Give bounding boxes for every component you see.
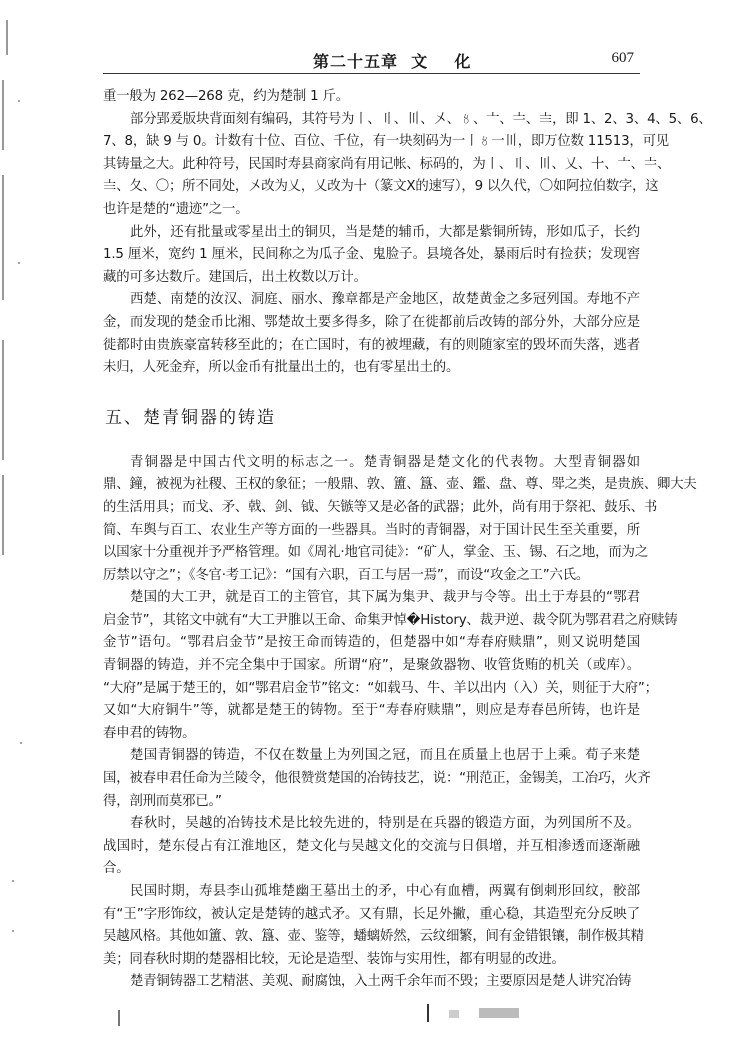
paragraph (103, 222, 640, 290)
paragraph (103, 109, 712, 222)
scan-speck (18, 262, 20, 264)
text-line: 其铸量之大。此种符号，民国时寿县商家尚有用记帐、标码的，为〡、〢、〣、乂、〸、〦、〧、 (103, 156, 671, 172)
text-line: 青铜器的铸造，并不完全集中于国家。所谓“府”，是聚敛器物、收管货贿的机关（或库）。 (103, 658, 640, 674)
paragraph (103, 971, 640, 994)
text-line: 徙都时由贵族豪富转移至此的；在亡国时，有的被埋藏，有的则随家室的毁坏而失落，逃者 (103, 337, 640, 353)
text-line: 重一般为 262—268 克，约为楚制 1 斤。 (103, 89, 349, 104)
text-line: 藏的可多达数斤。建国后，出土枚数以万计。 (103, 269, 367, 285)
text-line: 此外，还有批量或零星出土的铜贝，当是楚的辅币，大都是紫铜所铸，形如瓜子，长约 (130, 224, 640, 240)
text-line: 美；同春秋时期的楚器相比较，无论是造型、装饰与实用性，都有明显的改进。 (103, 951, 565, 967)
text-line: 金，而发现的楚金币比湘、鄂楚故土要多得多，除了在徙都前后改铸的部分外，大部分应是 (103, 314, 640, 330)
text-line: 青铜器是中国古代文明的标志之一。楚青铜器是楚文化的代表物。大型青铜器如 (130, 454, 640, 470)
text-line: “大府”是属于楚王的，如“鄂君启金节”铭文：“如载马、牛、羊以出内（入）关，则征于大府”； (103, 680, 658, 696)
text-line: 合。 (103, 861, 130, 877)
text-line: 启金节”，其铭文中就有“大工尹脽以王命、命集尹悼�History、裁尹逆、裁令阢为鄂君君之府赎铸 (103, 612, 678, 628)
chapter-title: 第二十五章 文 化 (313, 52, 472, 71)
text-line: 金节”语句。“鄂君启金节”是按王命而铸造的，但楚器中如“寿春府赎鼎”，则又说明楚国 (103, 635, 640, 651)
text-line: 又如“大府铜牛”等，就都是楚王的铸物。至于“寿春府赎鼎”，则应是寿春邑所铸，也许是 (103, 703, 640, 719)
page-number: 607 (611, 50, 634, 66)
text-line: 楚青铜铸器工艺精湛、美观、耐腐蚀，入土两千余年而不毁；主要原因是楚人讲究冶铸 (130, 974, 632, 990)
text-line: 楚国的大工尹，就是百工的主管官，其下属为集尹、裁尹与令等。出土于寿县的“鄂君 (130, 590, 640, 606)
text-line: 有“王”字形饰纹，被认定是楚铸的越式矛。又有鼎，长足外撇，重心稳，其造型充分反映了 (103, 906, 640, 922)
text-line: 〨、夂、〇；所不同处，〤改为乂，乂改为〸（篆文X的速写），9 以久代，〇如阿拉伯数字，这 (103, 179, 659, 195)
scan-speck (12, 880, 14, 882)
scan-edge-mark (2, 80, 4, 150)
scan-speck (20, 742, 22, 744)
text-line: 以国家十分重视并予严格管理。如《周礼·地官司徒》：“矿人，掌金、玉、锡、石之地，而为之 (103, 545, 648, 561)
text-line: 7、8，缺 9 与 0。计数有十位、百位、千位，有一块刻码为一〡〥一〣，即万位数 11513，可见 (103, 134, 669, 150)
section-heading: 五、楚青铜器的铸造 (105, 407, 276, 428)
text-line: 1.5 厘米，宽约 1 厘米，民间称之为瓜子金、鬼脸子。县境各处，暴雨后时有捡获；发现窖 (103, 247, 640, 263)
paragraph (103, 813, 640, 881)
page-body (103, 86, 712, 994)
text-line: 简、车舆与百工、农业生产等方面的一些器具。当时的青铜器，对于国计民生至关重要，所 (103, 522, 640, 538)
text-line: 厉禁以守之”；《冬官·考工记》：“国有六职，百工与居一焉”，而设“攻金之工”六氏。 (103, 567, 590, 583)
paragraph (103, 745, 651, 813)
scan-speck (12, 930, 14, 932)
text-line: 战国时，楚东侵占有江淮地区，楚文化与吴越文化的交流与日俱增，并互相渗透而逐渐融 (103, 838, 640, 854)
scan-edge-mark (2, 340, 4, 460)
paragraph (103, 289, 640, 379)
text-line: 吴越风格。其他如簠、敦、簋、壶、鉴等，蟠螭娇然，云纹细繁，间有金错银镶，制作极其精 (103, 929, 644, 945)
text-line: 春申君的铸物。 (103, 725, 196, 741)
scan-speck (18, 100, 20, 102)
scan-edge-mark (2, 175, 4, 300)
paragraph (103, 86, 640, 109)
text-line: 的生活用具；而戈、矛、戟、剑、钺、矢镞等又是必备的武器；此外，尚有用于祭祀、鼓乐、书 (103, 499, 658, 515)
text-line: 国，被春申君任命为兰陵令，他很赞赏楚国的冶铸技艺，说：“刑范正，金锡美，工冶巧，火齐 (103, 771, 651, 787)
text-line: 西楚、南楚的汝汉、洞庭、丽水、豫章都是产金地区，故楚黄金之多冠列国。寿地不产 (130, 292, 640, 308)
paragraph (103, 587, 678, 745)
running-header (103, 45, 640, 74)
text-line: 民国时期，寿县李山孤堆楚幽王墓出土的矛，中心有血槽，两翼有倒刺形回纹，骹部 (130, 884, 640, 899)
text-line: 楚国青铜器的铸造，不仅在数量上为列国之冠，而且在质量上也居于上乘。荀子来楚 (130, 748, 640, 764)
paragraph (103, 881, 644, 971)
text-line: 春秋时，吴越的冶铸技术是比较先进的，特别是在兵器的锻造方面，为列国所不及。 (130, 816, 640, 832)
text-line: 鼎、鐘，被视为社稷、王权的象征；一般鼎、敦、簠、簋、壶、鑑、盘、尊、斝之类，是贵族、卿大夫 (103, 477, 697, 493)
paragraph (103, 452, 697, 588)
text-line: 得，剖刑而莫邪已。” (103, 793, 222, 809)
scan-edge-mark (6, 20, 8, 55)
text-line: 也许是楚的“遗迹”之一。 (103, 201, 249, 217)
paragraphs-before-section (103, 86, 712, 380)
paragraphs-after-section (103, 452, 697, 994)
scan-edge-mark (2, 475, 4, 555)
text-line: 部分郢爰版块背面刻有编码，其符号为〡、〢、〣、〤、〥、〦、〧、〨，即 1、2、3、4、5、6、 (130, 111, 712, 127)
text-line: 未归，人死金弃，所以金币有批量出土的，也有零星出土的。 (103, 360, 460, 376)
